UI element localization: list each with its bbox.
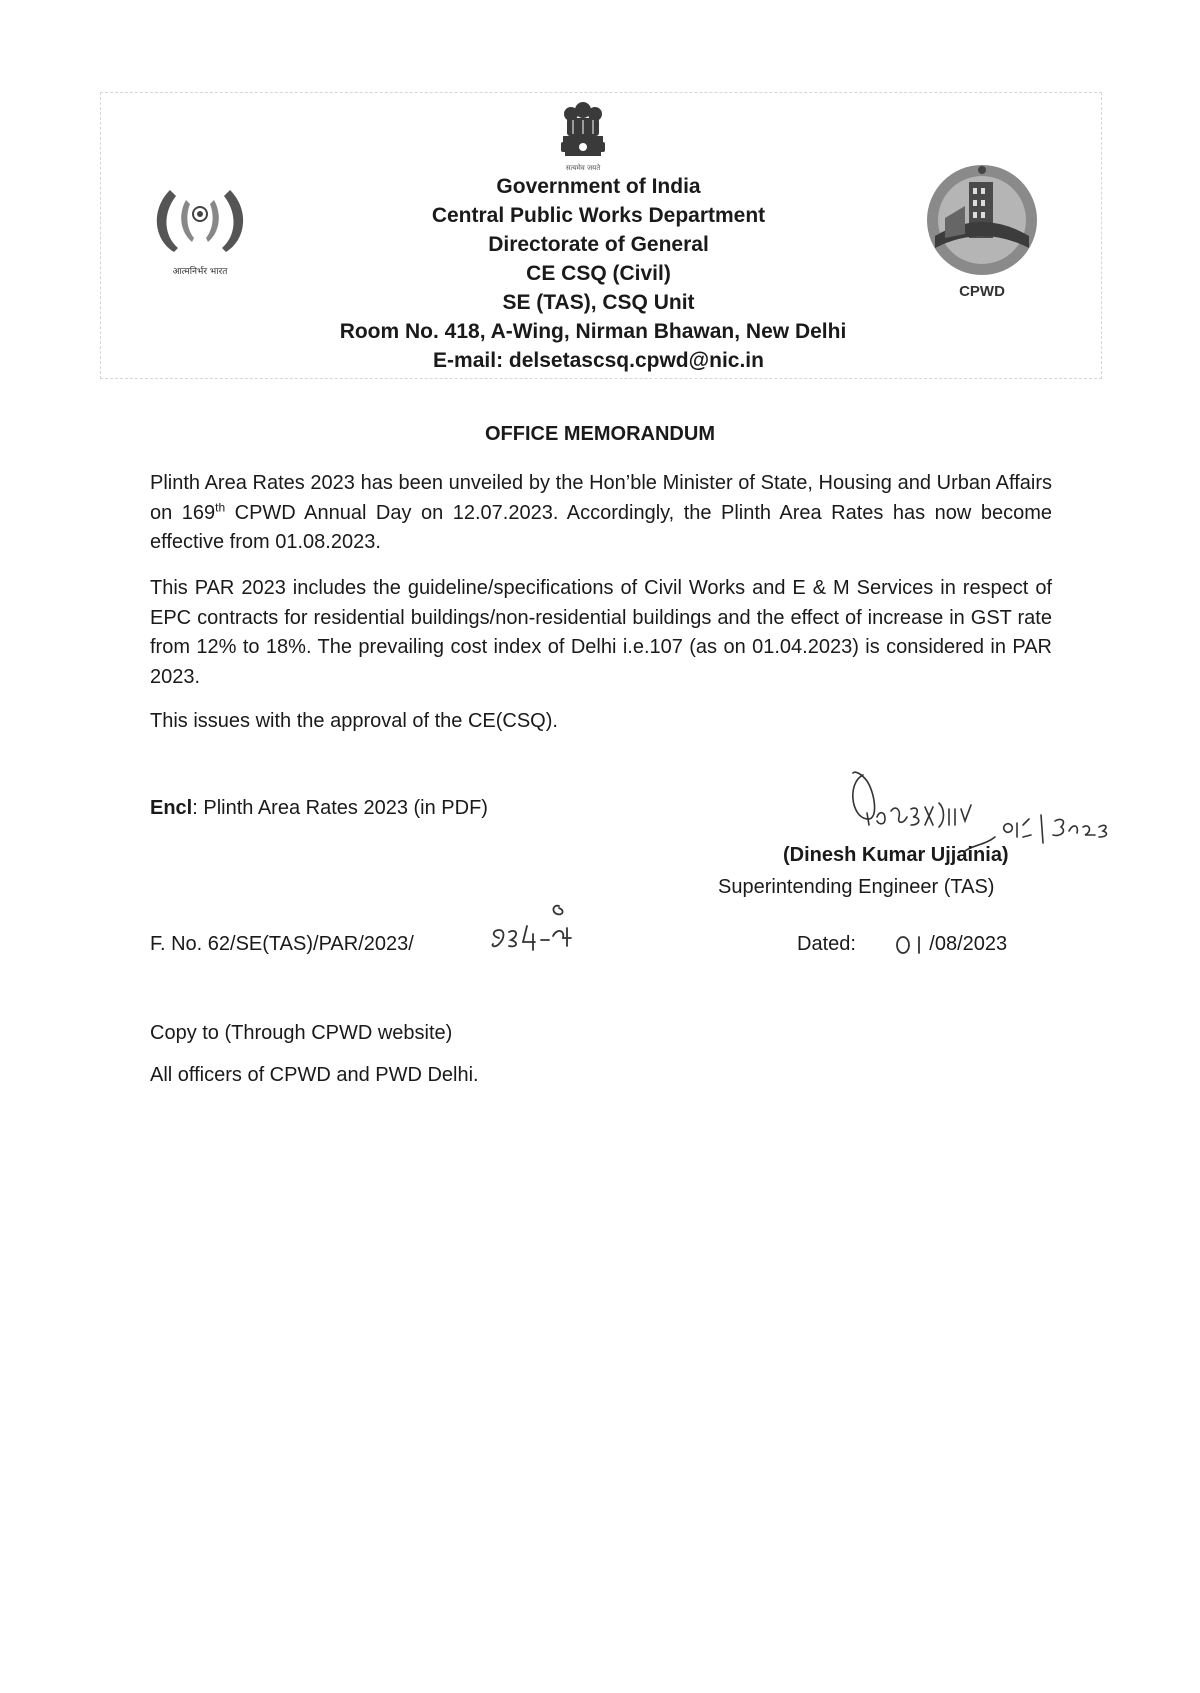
memo-paragraph-1: Plinth Area Rates 2023 has been unveiled by the Hon’ble Minister of State, Housing and Urban Affairs on 169th CPWD Annual Day on 12.07.2023. Accordingly, the Plinth Area Rates has now become effective from 01.08.2023. (150, 472, 1053, 553)
memo-title: OFFICE MEMORANDUM (485, 423, 715, 445)
handwritten-file-number (487, 900, 592, 960)
enclosure-text: : Plinth Area Rates 2023 (in PDF) (192, 797, 488, 819)
header-ce-csq: CE CSQ (Civil) (526, 262, 671, 285)
svg-text:आत्मनिर्भर भारत: आत्मनिर्भर भारत (172, 267, 228, 277)
signatory-name: (Dinesh Kumar Ujjainia) (783, 844, 1009, 866)
memo-paragraph-3: This issues with the approval of the CE(CSQ). (150, 710, 558, 732)
handwritten-date-day (893, 929, 933, 959)
header-email: E-mail: delsetascsq.cpwd@nic.in (433, 349, 764, 372)
signatory-designation: Superintending Engineer (TAS) (718, 876, 995, 898)
header-se-tas: SE (TAS), CSQ Unit (502, 291, 695, 314)
memo-paragraph-2: This PAR 2023 includes the guideline/specifications of Civil Works and E & M Services in respect of EPC contracts for residential buildings/non-residential buildings and the effect of increase in GST rate from 12% to 18%. The prevailing cost index of Delhi i.e.107 (as on 01.04.2023) is considered in PAR 2023. (150, 577, 1052, 688)
file-number: F. No. 62/SE(TAS)/PAR/2023/ (150, 933, 414, 955)
enclosure-label: Encl (150, 797, 193, 819)
copy-to-line: Copy to (Through CPWD website) (150, 1022, 453, 1044)
svg-text:सत्यमेव जयते: सत्यमेव जयते (565, 164, 601, 172)
enclosure-line (150, 797, 488, 820)
dated-month-year: /08/2023 (929, 933, 1008, 955)
header-directorate: Directorate of General (488, 233, 709, 256)
letterhead-text (0, 172, 1200, 375)
dated-label: Dated: (797, 933, 856, 955)
header-government: Government of India (496, 175, 701, 198)
copy-recipients-line: All officers of CPWD and PWD Delhi. (150, 1064, 479, 1086)
header-department: Central Public Works Department (431, 204, 766, 227)
header-address: Room No. 418, A-Wing, Nirman Bhawan, New Delhi (339, 320, 847, 343)
svg-text:CPWD: CPWD (959, 283, 1005, 300)
